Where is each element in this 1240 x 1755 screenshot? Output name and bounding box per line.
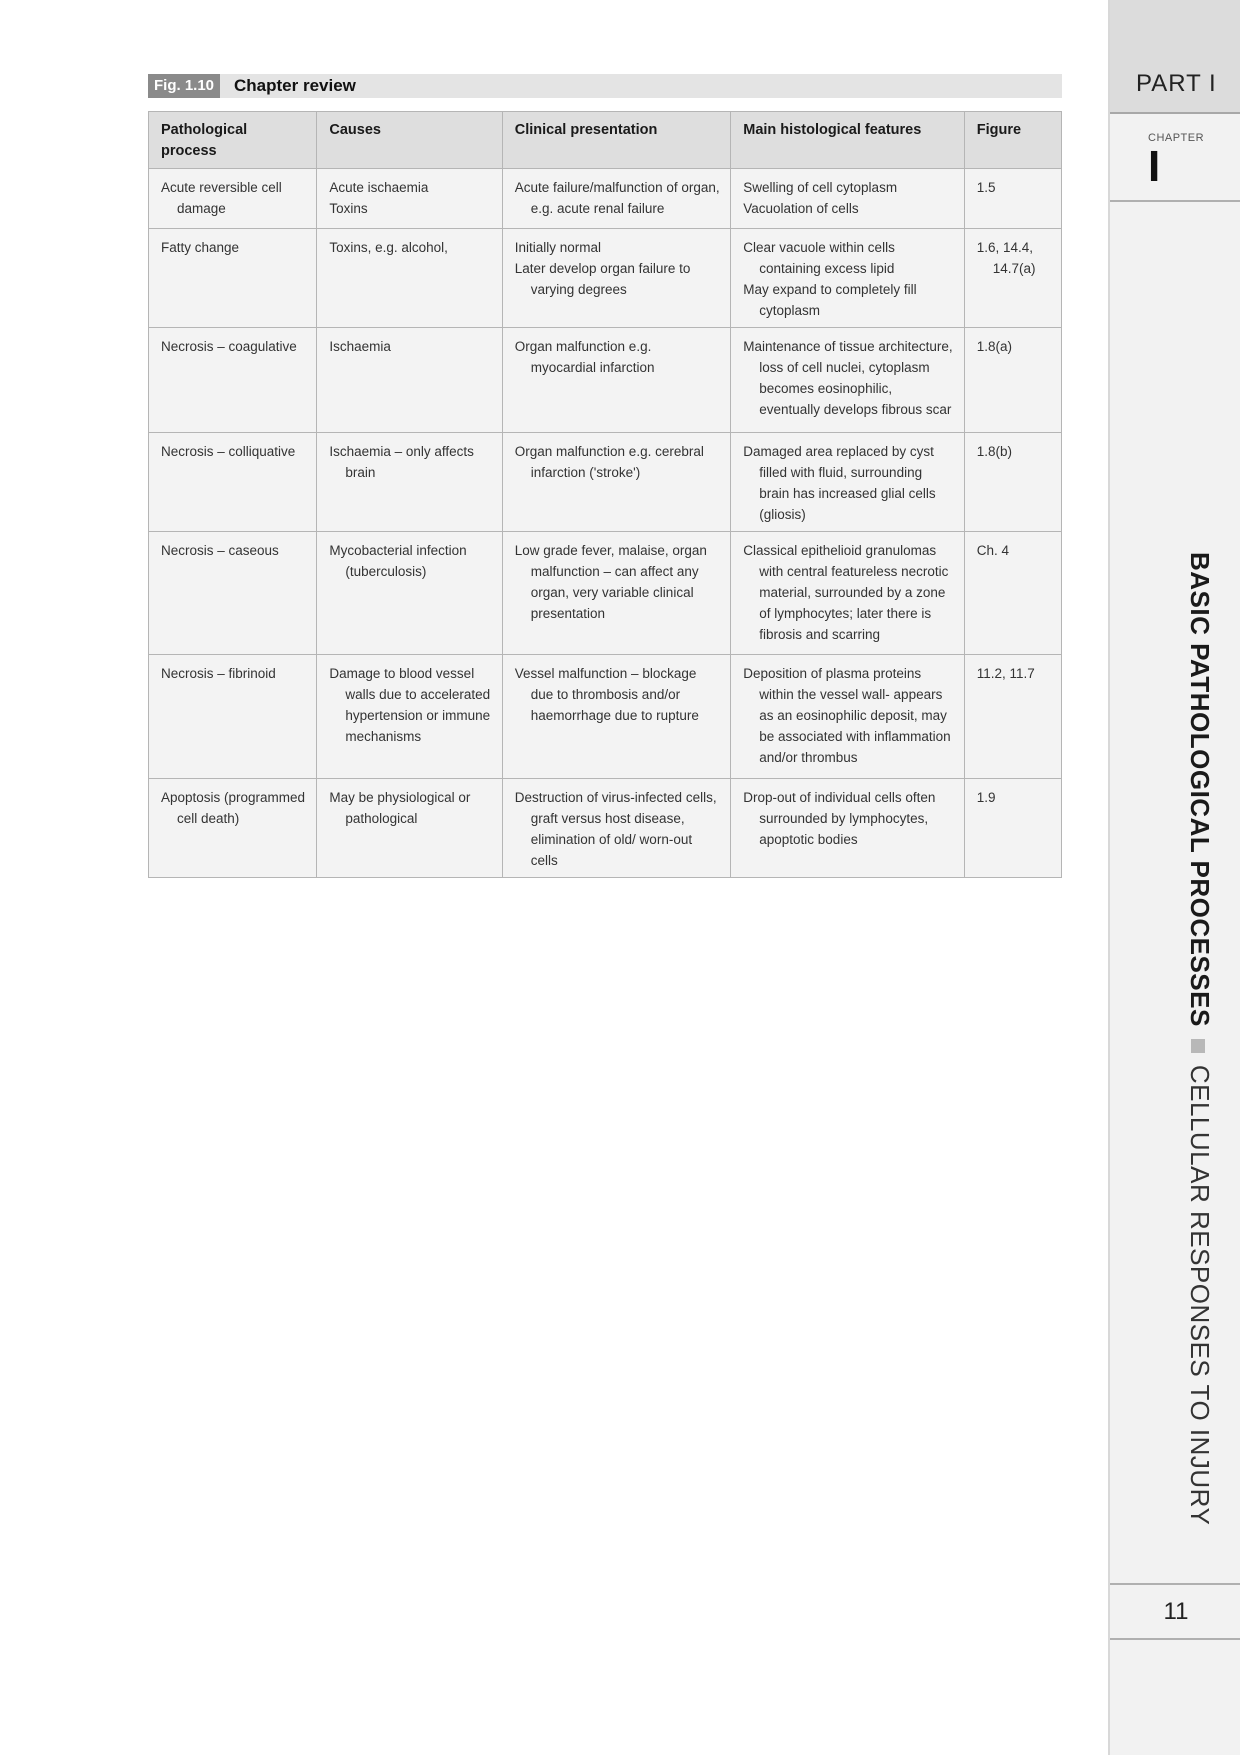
cell-line: Necrosis – fibrinoid bbox=[161, 666, 276, 681]
cell-histology bbox=[731, 532, 965, 655]
running-title bbox=[1184, 552, 1215, 1525]
cell-line: Necrosis – colliquative bbox=[161, 444, 296, 459]
cell-line: 1.8(b) bbox=[976, 444, 1013, 459]
cell-line: Acute failure/malfunction of organ, e.g. acute renal failure bbox=[514, 180, 720, 216]
cell-figure bbox=[964, 328, 1061, 433]
cell-line: Low grade fever, malaise, organ malfunction – can affect any organ, very variable clinical presentation bbox=[514, 543, 707, 621]
cell-presentation bbox=[502, 779, 731, 878]
cell-line: Ch. 4 bbox=[976, 543, 1010, 558]
table-header-row bbox=[149, 112, 1062, 169]
cell-line: Damaged area replaced by cyst filled with fluid, surrounding brain has increased glial cells (gliosis) bbox=[743, 444, 936, 522]
cell-histology bbox=[731, 229, 965, 328]
table-row bbox=[149, 532, 1062, 655]
cell-line: Necrosis – coagulative bbox=[161, 339, 297, 354]
cell-line: Drop-out of individual cells often surrounded by lymphocytes, apoptotic bodies bbox=[743, 790, 936, 847]
cell-histology bbox=[731, 433, 965, 532]
table-row bbox=[149, 169, 1062, 229]
cell-line: Ischaemia bbox=[329, 339, 391, 354]
part-label: PART I bbox=[1136, 70, 1217, 97]
cell-line: Toxins bbox=[329, 201, 368, 216]
cell-line: Acute ischaemia bbox=[329, 180, 429, 195]
cell-presentation bbox=[502, 532, 731, 655]
cell-line: Clear vacuole within cells containing excess lipid bbox=[743, 240, 895, 276]
running-title-chapter: CELLULAR RESPONSES TO INJURY bbox=[1185, 1064, 1215, 1526]
table-row bbox=[149, 229, 1062, 328]
part-tab bbox=[1110, 0, 1240, 114]
chapter-tab bbox=[1110, 114, 1240, 202]
chapter-number: I bbox=[1148, 142, 1161, 191]
cell-presentation bbox=[502, 169, 731, 229]
cell-histology bbox=[731, 655, 965, 779]
cell-process bbox=[149, 433, 317, 532]
cell-line: Initially normal bbox=[514, 240, 602, 255]
cell-line: Apoptosis (programmed cell death) bbox=[161, 790, 306, 826]
cell-figure bbox=[964, 655, 1061, 779]
table-row bbox=[149, 779, 1062, 878]
cell-line: Maintenance of tissue architecture, loss of cell nuclei, cytoplasm becomes eosinophilic, eventually develops fibrous scar bbox=[743, 339, 953, 417]
cell-process bbox=[149, 532, 317, 655]
cell-line: Ischaemia – only affects brain bbox=[329, 444, 474, 480]
table-row bbox=[149, 433, 1062, 532]
cell-line: Fatty change bbox=[161, 240, 240, 255]
cell-line: Swelling of cell cytoplasm bbox=[743, 180, 898, 195]
cell-line: 11.2, 11.7 bbox=[976, 666, 1035, 681]
cell-line: Acute reversible cell damage bbox=[161, 180, 282, 216]
cell-line: Mycobacterial infection (tuberculosis) bbox=[329, 543, 467, 579]
cell-process bbox=[149, 328, 317, 433]
page-number: 11 bbox=[1163, 1598, 1189, 1625]
cell-line: Vacuolation of cells bbox=[743, 201, 859, 216]
cell-line: Damage to blood vessel walls due to accelerated hypertension or immune mechanisms bbox=[329, 666, 491, 744]
separator-square-icon bbox=[1191, 1039, 1205, 1053]
divider bbox=[1110, 1638, 1240, 1640]
cell-causes bbox=[317, 169, 502, 229]
cell-line: 1.5 bbox=[976, 180, 996, 195]
cell-presentation bbox=[502, 655, 731, 779]
figure-title: Chapter review bbox=[234, 76, 356, 95]
cell-line: 1.9 bbox=[976, 790, 996, 805]
cell-causes bbox=[317, 328, 502, 433]
cell-figure bbox=[964, 779, 1061, 878]
chapter-label: CHAPTER bbox=[1148, 132, 1205, 144]
cell-line: May expand to completely fill cytoplasm bbox=[743, 282, 917, 318]
cell-figure bbox=[964, 532, 1061, 655]
cell-line: Classical epithelioid granulomas with central featureless necrotic material, surrounded by a zone of lymphocytes; later there is fibrosis and scarring bbox=[743, 543, 949, 642]
table-body bbox=[149, 169, 1062, 878]
running-title-section: BASIC PATHOLOGICAL PROCESSES bbox=[1185, 552, 1215, 1027]
column-header-causes: Causes bbox=[317, 112, 502, 169]
cell-figure bbox=[964, 229, 1061, 328]
cell-process bbox=[149, 169, 317, 229]
cell-line: Necrosis – caseous bbox=[161, 543, 279, 558]
cell-process bbox=[149, 779, 317, 878]
cell-figure bbox=[964, 169, 1061, 229]
cell-line: Destruction of virus-infected cells, graft versus host disease, elimination of old/ worn-out cells bbox=[514, 790, 717, 868]
cell-process bbox=[149, 655, 317, 779]
chapter-review-table bbox=[148, 111, 1062, 878]
cell-line: May be physiological or pathological bbox=[329, 790, 471, 826]
cell-line: Organ malfunction e.g. myocardial infarction bbox=[514, 339, 655, 375]
cell-line: Later develop organ failure to varying degrees bbox=[514, 261, 691, 297]
column-header-presentation: Clinical presentation bbox=[502, 112, 731, 169]
cell-figure bbox=[964, 433, 1061, 532]
column-header-figure: Figure bbox=[964, 112, 1061, 169]
divider bbox=[1110, 1583, 1240, 1585]
table-row bbox=[149, 328, 1062, 433]
cell-line: Vessel malfunction – blockage due to thrombosis and/or haemorrhage due to rupture bbox=[514, 666, 699, 723]
cell-causes bbox=[317, 229, 502, 328]
cell-histology bbox=[731, 779, 965, 878]
cell-presentation bbox=[502, 328, 731, 433]
cell-presentation bbox=[502, 229, 731, 328]
cell-line: Organ malfunction e.g. cerebral infarction ('stroke') bbox=[514, 444, 704, 480]
figure-heading bbox=[148, 74, 1062, 98]
cell-causes bbox=[317, 532, 502, 655]
cell-line: 1.6, 14.4, 14.7(a) bbox=[976, 240, 1036, 276]
cell-line: Deposition of plasma proteins within the vessel wall- appears as an eosinophilic deposit, may be associated with inflammation and/or thrombus bbox=[743, 666, 951, 765]
figure-label: Fig. 1.10 bbox=[148, 74, 220, 98]
column-header-histology: Main histological features bbox=[731, 112, 965, 169]
cell-causes bbox=[317, 655, 502, 779]
cell-causes bbox=[317, 779, 502, 878]
cell-process bbox=[149, 229, 317, 328]
cell-presentation bbox=[502, 433, 731, 532]
cell-causes bbox=[317, 433, 502, 532]
cell-line: Toxins, e.g. alcohol, bbox=[329, 240, 448, 255]
cell-histology bbox=[731, 328, 965, 433]
cell-line: 1.8(a) bbox=[976, 339, 1013, 354]
cell-histology bbox=[731, 169, 965, 229]
chapter-sidebar bbox=[1108, 0, 1240, 1755]
column-header-process: Pathological process bbox=[149, 112, 317, 169]
table-row bbox=[149, 655, 1062, 779]
